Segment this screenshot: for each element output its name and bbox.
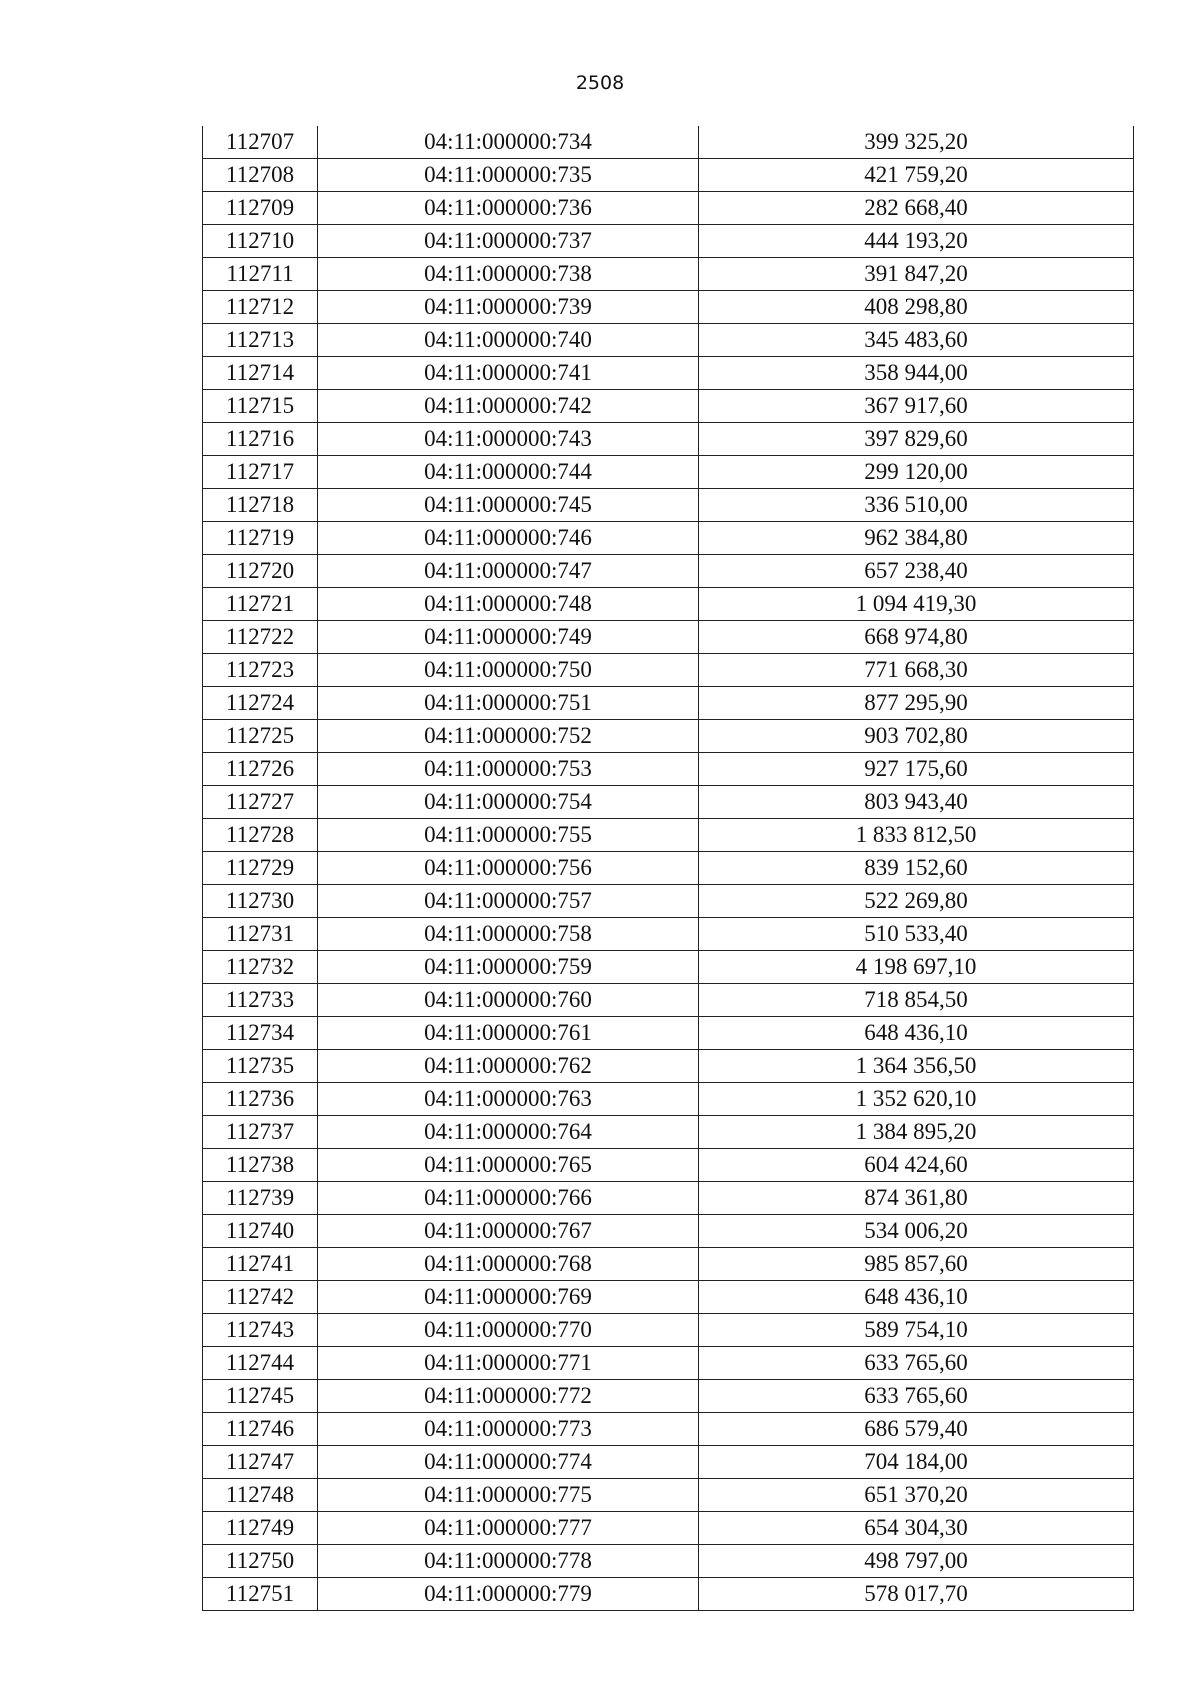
cadastral-number-cell: 04:11:000000:759 [318, 951, 699, 984]
cadastral-number-cell: 04:11:000000:735 [318, 159, 699, 192]
row-number-cell: 112730 [203, 885, 318, 918]
cadastral-number-cell: 04:11:000000:770 [318, 1314, 699, 1347]
row-number-cell: 112736 [203, 1083, 318, 1116]
table-row [203, 324, 1134, 357]
cadastral-value-cell: 1 384 895,20 [699, 1116, 1134, 1149]
table-row [203, 1314, 1134, 1347]
cadastral-value-cell: 839 152,60 [699, 852, 1134, 885]
cadastral-number-cell: 04:11:000000:740 [318, 324, 699, 357]
cadastral-value-cell: 578 017,70 [699, 1578, 1134, 1611]
row-number-cell: 112717 [203, 456, 318, 489]
table-row [203, 456, 1134, 489]
table-row [203, 1248, 1134, 1281]
cadastral-number-cell: 04:11:000000:774 [318, 1446, 699, 1479]
cadastral-value-cell: 962 384,80 [699, 522, 1134, 555]
table-row [203, 1017, 1134, 1050]
cadastral-number-cell: 04:11:000000:753 [318, 753, 699, 786]
cadastral-number-cell: 04:11:000000:772 [318, 1380, 699, 1413]
table-row [203, 1083, 1134, 1116]
cadastral-number-cell: 04:11:000000:778 [318, 1545, 699, 1578]
table-row [203, 423, 1134, 456]
row-number-cell: 112745 [203, 1380, 318, 1413]
cadastral-number-cell: 04:11:000000:737 [318, 225, 699, 258]
table-row [203, 951, 1134, 984]
cadastral-value-cell: 657 238,40 [699, 555, 1134, 588]
cadastral-number-cell: 04:11:000000:745 [318, 489, 699, 522]
table-row [203, 786, 1134, 819]
cadastral-number-cell: 04:11:000000:758 [318, 918, 699, 951]
table-row [203, 852, 1134, 885]
cadastral-value-cell: 399 325,20 [699, 126, 1134, 159]
table-row [203, 1512, 1134, 1545]
cadastral-number-cell: 04:11:000000:764 [318, 1116, 699, 1149]
row-number-cell: 112716 [203, 423, 318, 456]
table-row [203, 1479, 1134, 1512]
cadastral-number-cell: 04:11:000000:760 [318, 984, 699, 1017]
cadastral-number-cell: 04:11:000000:757 [318, 885, 699, 918]
row-number-cell: 112711 [203, 258, 318, 291]
cadastral-value-cell: 648 436,10 [699, 1281, 1134, 1314]
cadastral-value-cell: 771 668,30 [699, 654, 1134, 687]
table-row [203, 819, 1134, 852]
cadastral-value-table [202, 126, 1134, 1611]
row-number-cell: 112737 [203, 1116, 318, 1149]
table-row [203, 654, 1134, 687]
cadastral-value-cell: 654 304,30 [699, 1512, 1134, 1545]
cadastral-number-cell: 04:11:000000:754 [318, 786, 699, 819]
cadastral-value-cell: 803 943,40 [699, 786, 1134, 819]
row-number-cell: 112723 [203, 654, 318, 687]
cadastral-value-cell: 633 765,60 [699, 1380, 1134, 1413]
table-row [203, 126, 1134, 159]
cadastral-value-cell: 1 352 620,10 [699, 1083, 1134, 1116]
cadastral-value-cell: 299 120,00 [699, 456, 1134, 489]
row-number-cell: 112724 [203, 687, 318, 720]
cadastral-value-cell: 421 759,20 [699, 159, 1134, 192]
cadastral-value-cell: 1 833 812,50 [699, 819, 1134, 852]
table-row [203, 1215, 1134, 1248]
cadastral-number-cell: 04:11:000000:751 [318, 687, 699, 720]
cadastral-number-cell: 04:11:000000:747 [318, 555, 699, 588]
table-row [203, 522, 1134, 555]
row-number-cell: 112725 [203, 720, 318, 753]
row-number-cell: 112741 [203, 1248, 318, 1281]
table-row [203, 555, 1134, 588]
row-number-cell: 112739 [203, 1182, 318, 1215]
cadastral-number-cell: 04:11:000000:771 [318, 1347, 699, 1380]
table-body [203, 126, 1134, 1611]
cadastral-number-cell: 04:11:000000:773 [318, 1413, 699, 1446]
cadastral-value-cell: 651 370,20 [699, 1479, 1134, 1512]
row-number-cell: 112727 [203, 786, 318, 819]
cadastral-number-cell: 04:11:000000:742 [318, 390, 699, 423]
row-number-cell: 112743 [203, 1314, 318, 1347]
table-row [203, 258, 1134, 291]
cadastral-value-cell: 1 364 356,50 [699, 1050, 1134, 1083]
cadastral-value-cell: 903 702,80 [699, 720, 1134, 753]
row-number-cell: 112715 [203, 390, 318, 423]
table-row [203, 984, 1134, 1017]
row-number-cell: 112718 [203, 489, 318, 522]
cadastral-value-cell: 633 765,60 [699, 1347, 1134, 1380]
cadastral-number-cell: 04:11:000000:767 [318, 1215, 699, 1248]
row-number-cell: 112707 [203, 126, 318, 159]
cadastral-value-cell: 444 193,20 [699, 225, 1134, 258]
cadastral-value-cell: 534 006,20 [699, 1215, 1134, 1248]
table-row [203, 621, 1134, 654]
table-row [203, 159, 1134, 192]
cadastral-number-cell: 04:11:000000:738 [318, 258, 699, 291]
cadastral-value-cell: 648 436,10 [699, 1017, 1134, 1050]
cadastral-value-cell: 4 198 697,10 [699, 951, 1134, 984]
cadastral-number-cell: 04:11:000000:777 [318, 1512, 699, 1545]
cadastral-number-cell: 04:11:000000:769 [318, 1281, 699, 1314]
row-number-cell: 112710 [203, 225, 318, 258]
cadastral-number-cell: 04:11:000000:768 [318, 1248, 699, 1281]
cadastral-value-cell: 397 829,60 [699, 423, 1134, 456]
cadastral-value-cell: 877 295,90 [699, 687, 1134, 720]
cadastral-number-cell: 04:11:000000:775 [318, 1479, 699, 1512]
cadastral-number-cell: 04:11:000000:744 [318, 456, 699, 489]
table-row [203, 1578, 1134, 1611]
row-number-cell: 112722 [203, 621, 318, 654]
table-row [203, 588, 1134, 621]
cadastral-value-cell: 391 847,20 [699, 258, 1134, 291]
row-number-cell: 112740 [203, 1215, 318, 1248]
cadastral-number-cell: 04:11:000000:739 [318, 291, 699, 324]
cadastral-value-cell: 985 857,60 [699, 1248, 1134, 1281]
cadastral-value-cell: 874 361,80 [699, 1182, 1134, 1215]
cadastral-number-cell: 04:11:000000:743 [318, 423, 699, 456]
cadastral-number-cell: 04:11:000000:736 [318, 192, 699, 225]
table-row [203, 753, 1134, 786]
table-row [203, 291, 1134, 324]
table-row [203, 489, 1134, 522]
row-number-cell: 112749 [203, 1512, 318, 1545]
cadastral-number-cell: 04:11:000000:749 [318, 621, 699, 654]
row-number-cell: 112712 [203, 291, 318, 324]
row-number-cell: 112742 [203, 1281, 318, 1314]
cadastral-value-cell: 604 424,60 [699, 1149, 1134, 1182]
row-number-cell: 112748 [203, 1479, 318, 1512]
cadastral-number-cell: 04:11:000000:761 [318, 1017, 699, 1050]
row-number-cell: 112750 [203, 1545, 318, 1578]
row-number-cell: 112731 [203, 918, 318, 951]
cadastral-value-cell: 704 184,00 [699, 1446, 1134, 1479]
table-row [203, 1413, 1134, 1446]
cadastral-number-cell: 04:11:000000:741 [318, 357, 699, 390]
cadastral-number-cell: 04:11:000000:765 [318, 1149, 699, 1182]
row-number-cell: 112729 [203, 852, 318, 885]
row-number-cell: 112751 [203, 1578, 318, 1611]
row-number-cell: 112719 [203, 522, 318, 555]
table-row [203, 1050, 1134, 1083]
cadastral-number-cell: 04:11:000000:750 [318, 654, 699, 687]
table-row [203, 1116, 1134, 1149]
cadastral-value-cell: 522 269,80 [699, 885, 1134, 918]
cadastral-value-cell: 686 579,40 [699, 1413, 1134, 1446]
cadastral-number-cell: 04:11:000000:756 [318, 852, 699, 885]
cadastral-value-cell: 358 944,00 [699, 357, 1134, 390]
row-number-cell: 112744 [203, 1347, 318, 1380]
cadastral-value-cell: 345 483,60 [699, 324, 1134, 357]
row-number-cell: 112720 [203, 555, 318, 588]
row-number-cell: 112733 [203, 984, 318, 1017]
cadastral-value-cell: 668 974,80 [699, 621, 1134, 654]
row-number-cell: 112746 [203, 1413, 318, 1446]
table-row [203, 1545, 1134, 1578]
table-row [203, 1281, 1134, 1314]
cadastral-number-cell: 04:11:000000:734 [318, 126, 699, 159]
row-number-cell: 112726 [203, 753, 318, 786]
cadastral-number-cell: 04:11:000000:766 [318, 1182, 699, 1215]
row-number-cell: 112738 [203, 1149, 318, 1182]
row-number-cell: 112714 [203, 357, 318, 390]
cadastral-value-cell: 282 668,40 [699, 192, 1134, 225]
table-row [203, 1182, 1134, 1215]
table-row [203, 192, 1134, 225]
table-row [203, 225, 1134, 258]
row-number-cell: 112713 [203, 324, 318, 357]
cadastral-number-cell: 04:11:000000:755 [318, 819, 699, 852]
table-row [203, 1149, 1134, 1182]
cadastral-value-cell: 589 754,10 [699, 1314, 1134, 1347]
cadastral-value-cell: 718 854,50 [699, 984, 1134, 1017]
cadastral-value-cell: 510 533,40 [699, 918, 1134, 951]
table-row [203, 918, 1134, 951]
cadastral-value-cell: 1 094 419,30 [699, 588, 1134, 621]
cadastral-value-cell: 408 298,80 [699, 291, 1134, 324]
row-number-cell: 112732 [203, 951, 318, 984]
cadastral-value-cell: 336 510,00 [699, 489, 1134, 522]
table-row [203, 1446, 1134, 1479]
row-number-cell: 112734 [203, 1017, 318, 1050]
page-number: 2508 [575, 72, 625, 94]
table-row [203, 390, 1134, 423]
row-number-cell: 112728 [203, 819, 318, 852]
cadastral-number-cell: 04:11:000000:762 [318, 1050, 699, 1083]
cadastral-number-cell: 04:11:000000:779 [318, 1578, 699, 1611]
table-row [203, 1347, 1134, 1380]
cadastral-number-cell: 04:11:000000:746 [318, 522, 699, 555]
table-row [203, 357, 1134, 390]
table-row [203, 720, 1134, 753]
cadastral-number-cell: 04:11:000000:748 [318, 588, 699, 621]
table-row [203, 885, 1134, 918]
row-number-cell: 112708 [203, 159, 318, 192]
cadastral-value-cell: 367 917,60 [699, 390, 1134, 423]
row-number-cell: 112721 [203, 588, 318, 621]
row-number-cell: 112747 [203, 1446, 318, 1479]
row-number-cell: 112735 [203, 1050, 318, 1083]
cadastral-number-cell: 04:11:000000:752 [318, 720, 699, 753]
cadastral-number-cell: 04:11:000000:763 [318, 1083, 699, 1116]
cadastral-value-cell: 927 175,60 [699, 753, 1134, 786]
row-number-cell: 112709 [203, 192, 318, 225]
table-row [203, 1380, 1134, 1413]
table-row [203, 687, 1134, 720]
cadastral-value-cell: 498 797,00 [699, 1545, 1134, 1578]
